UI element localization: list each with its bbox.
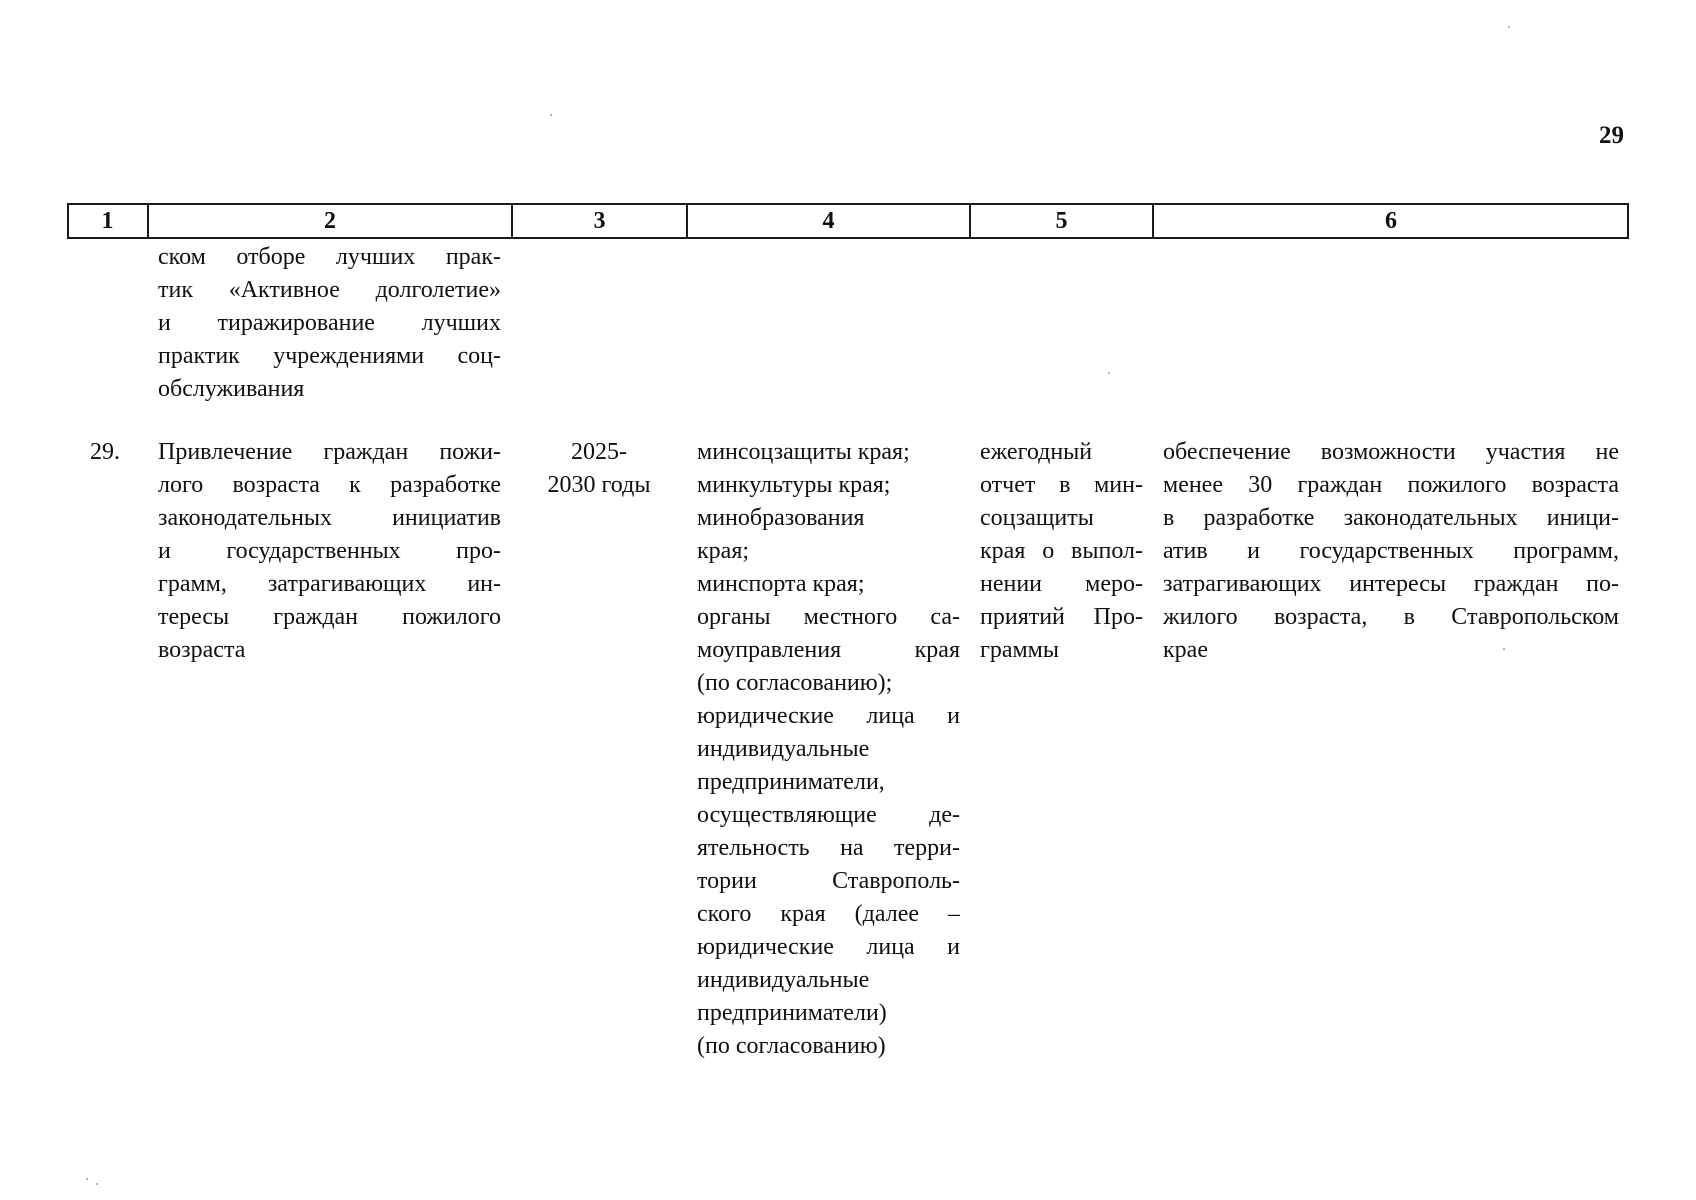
header-divider [686, 203, 688, 239]
text-line: ятельность на терри- [697, 835, 960, 861]
text-line: крае [1163, 637, 1208, 663]
text-line: обслуживания [158, 376, 305, 402]
scan-speck [550, 114, 552, 116]
text-line: возраста [158, 637, 246, 663]
page-number: 29 [1599, 122, 1624, 149]
text-line: (по согласованию) [697, 1033, 886, 1059]
header-divider [67, 203, 69, 239]
text-line: минкультуры края; [697, 472, 891, 498]
text-line: ского края (далее – [697, 901, 960, 927]
scan-speck [86, 1178, 88, 1180]
text-line: отчет в мин- [980, 472, 1143, 498]
text-line: осуществляющие де- [697, 802, 960, 828]
header-col-4: 4 [687, 203, 970, 239]
text-line: лого возраста к разработке [158, 472, 501, 498]
row-col4-executors [697, 436, 960, 1063]
text-line: минобразования [697, 505, 865, 531]
text-line: практик учреждениями соц- [158, 343, 501, 369]
row-col3-period [528, 436, 670, 502]
text-line: обеспечение возможности участия не [1163, 439, 1619, 465]
text-line: моуправления края [697, 637, 960, 663]
header-divider [969, 203, 971, 239]
text-line: и тиражирование лучших [158, 310, 501, 336]
text-line: соцзащиты [980, 505, 1094, 531]
continuation-col2 [158, 241, 501, 406]
text-line: предприниматели, [697, 769, 885, 795]
text-line: ском отборе лучших прак- [158, 244, 501, 270]
text-line: тории Ставрополь- [697, 868, 960, 894]
scan-speck [96, 1183, 98, 1185]
text-line: юридические лица и [697, 703, 960, 729]
text-line: (по согласованию); [697, 670, 893, 696]
text-line: менее 30 граждан пожилого возраста [1163, 472, 1619, 498]
text-line: грамм, затрагивающих ин- [158, 571, 501, 597]
text-line: нении меро- [980, 571, 1143, 597]
text-line: в разработке законодательных иници- [1163, 505, 1619, 531]
scan-speck [1503, 648, 1505, 650]
text-line: затрагивающих интересы граждан по- [1163, 571, 1619, 597]
row-col5-reporting [980, 436, 1143, 667]
text-line: атив и государственных программ, [1163, 538, 1619, 564]
scan-speck [1508, 26, 1510, 28]
text-line: Привлечение граждан пожи- [158, 439, 501, 465]
header-col-2: 2 [148, 203, 512, 239]
header-divider [511, 203, 513, 239]
header-col-3: 3 [512, 203, 687, 239]
header-divider [147, 203, 149, 239]
scan-speck [1108, 372, 1110, 374]
header-col-1: 1 [67, 203, 148, 239]
header-col-5: 5 [970, 203, 1153, 239]
text-line: минсоцзащиты края; [697, 439, 910, 465]
text-line: тик «Активное долголетие» [158, 277, 501, 303]
text-line: тересы граждан пожилого [158, 604, 501, 630]
text-line: органы местного са- [697, 604, 960, 630]
text-line: 2030 годы [547, 472, 651, 498]
text-line: и государственных про- [158, 538, 501, 564]
header-col-6: 6 [1153, 203, 1629, 239]
text-line: индивидуальные [697, 967, 870, 993]
text-line: законодательных инициатив [158, 505, 501, 531]
header-divider [1152, 203, 1154, 239]
text-line: приятий Про- [980, 604, 1143, 630]
text-line: индивидуальные [697, 736, 870, 762]
text-line: края о выпол- [980, 538, 1143, 564]
row-col2-measure [158, 436, 501, 667]
text-line: граммы [980, 637, 1059, 663]
text-line: юридические лица и [697, 934, 960, 960]
row-col6-result [1163, 436, 1619, 667]
text-line: жилого возраста, в Ставропольском [1163, 604, 1619, 630]
header-divider [1627, 203, 1629, 239]
row-number: 29. [90, 439, 120, 465]
text-line: края; [697, 538, 750, 564]
text-line: ежегодный [980, 439, 1093, 465]
text-line: 2025- [571, 439, 627, 465]
text-line: предприниматели) [697, 1000, 887, 1026]
text-line: минспорта края; [697, 571, 865, 597]
